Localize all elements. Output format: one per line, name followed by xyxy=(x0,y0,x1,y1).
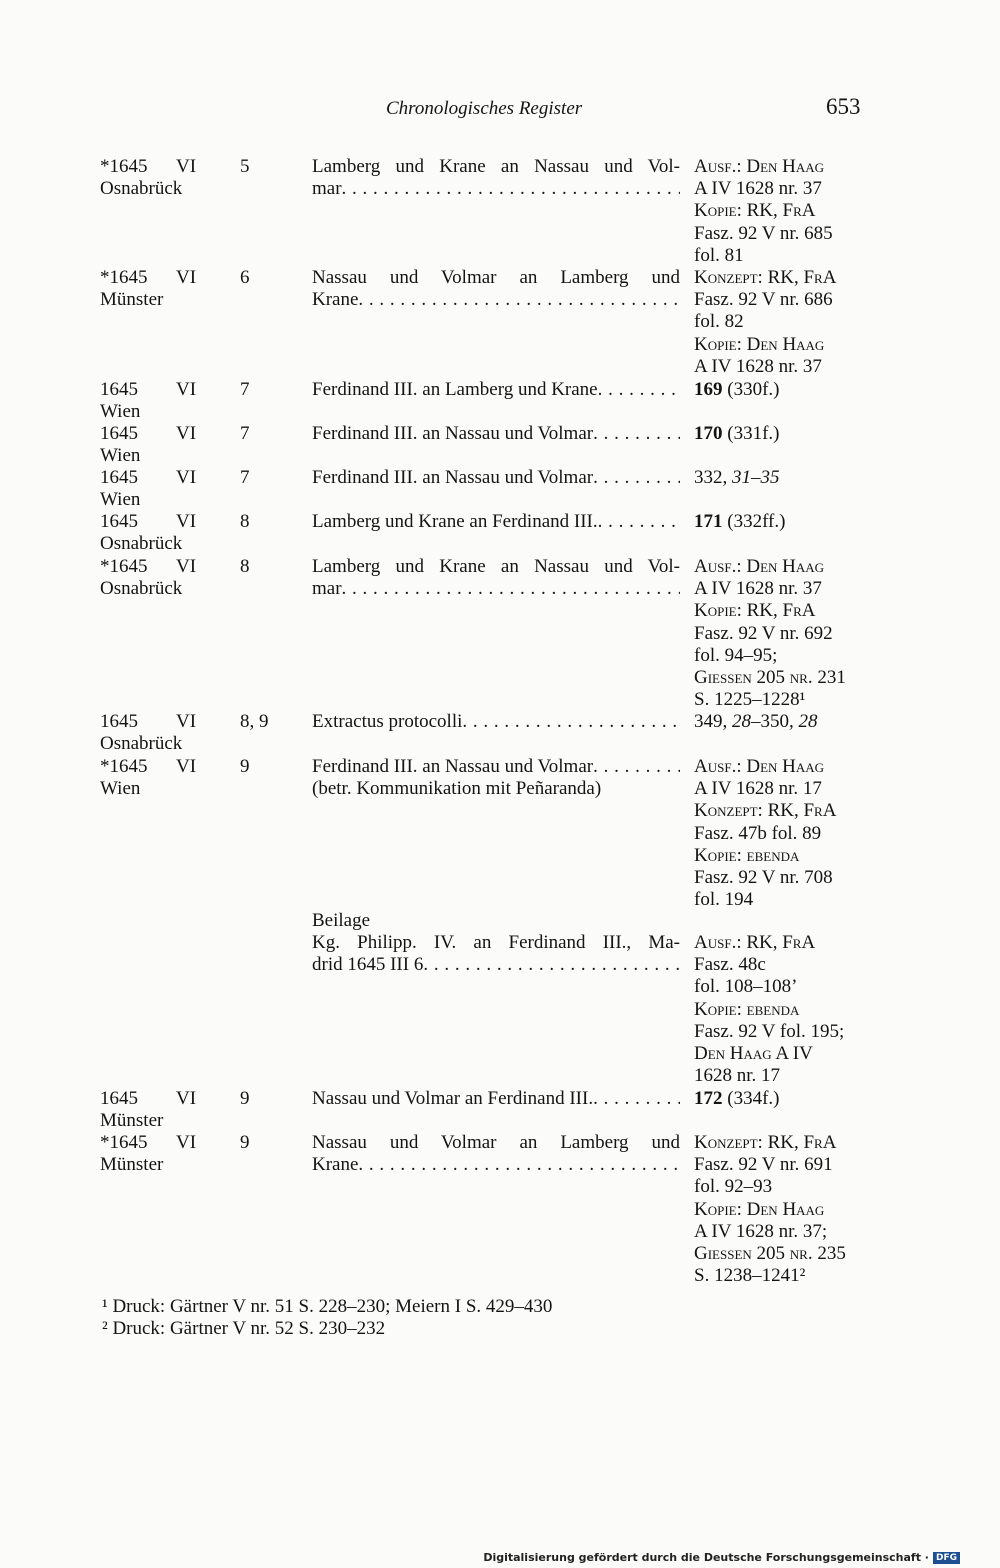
entry-description: Lamberg und Krane an Ferdinand III. . . . xyxy=(312,511,680,533)
entry-place: Wien xyxy=(100,778,141,800)
entry-description: Ferdinand III. an Nassau und Volmar . . . (betr. Kommunikation mit Peñaranda) xyxy=(312,756,680,800)
entry-date: 1645 VI 9 Münster xyxy=(100,1088,300,1132)
entry-place: Osnabrück xyxy=(100,178,183,200)
footnote: ¹ Druck: Gärtner V nr. 51 S. 228–230; Meiern I S. 429–430 xyxy=(102,1296,553,1317)
entry-date: 1645 VI 7 Wien xyxy=(100,467,300,511)
page-number: 653 xyxy=(826,94,861,119)
entry-description: Ferdinand III. an Nassau und Volmar . . . xyxy=(312,467,680,489)
entry-date: *1645 VI 6 Münster xyxy=(100,267,300,311)
entry-reference: Ausf.: Den Haag A IV 1628 nr. 17 Konzept: RK, FrA Fasz. 47b fol. 89 Kopie: ebenda Fasz. 92 V nr. 708 fol. 194 xyxy=(694,756,837,911)
entry-place: Wien xyxy=(100,401,141,423)
entry-date: 1645 VI 7 Wien xyxy=(100,423,300,467)
entry-place: Osnabrück xyxy=(100,578,183,600)
entry-description: Nassau und Volmar an Lamberg und Krane . . . xyxy=(312,1132,680,1176)
footnotes xyxy=(102,1296,552,1340)
dfg-logo: DFG xyxy=(933,1552,960,1564)
footnote: ² Druck: Gärtner V nr. 52 S. 230–232 xyxy=(102,1318,386,1339)
entry-date: *1645 VI 5 Osnabrück xyxy=(100,156,300,200)
entry-reference: 170 (331f.) xyxy=(694,423,780,444)
entry-place: Wien xyxy=(100,489,141,511)
running-title: Chronologisches Register xyxy=(386,98,583,119)
entry-place: Wien xyxy=(100,445,141,467)
entry-place: Osnabrück xyxy=(100,733,183,755)
entry-date: 1645 VI 7 Wien xyxy=(100,379,300,423)
entry-reference: 171 (332ff.) xyxy=(694,511,786,532)
entry-date: *1645 VI 9 Münster xyxy=(100,1132,300,1176)
entry-reference: 332, 31–35 xyxy=(694,467,780,488)
entry-reference: Konzept: RK, FrA Fasz. 92 V nr. 686 fol. 82 Kopie: Den Haag A IV 1628 nr. 37 xyxy=(694,267,837,377)
entry-place: Münster xyxy=(100,1154,164,1176)
entry-reference: 349, 28–350, 28 xyxy=(694,711,818,732)
entry-reference: Ausf.: Den Haag A IV 1628 nr. 37 Kopie: RK, FrA Fasz. 92 V nr. 692 fol. 94–95; Giessen 205 nr. 231 S. 1225–1228¹ xyxy=(694,556,846,711)
entry-place: Osnabrück xyxy=(100,533,183,555)
entry-date: *1645 VI 9 Wien xyxy=(100,756,300,800)
entry-description: Lamberg und Krane an Nassau und Vol- mar . . . xyxy=(312,156,680,200)
entry-description: Lamberg und Krane an Nassau und Vol- mar . . . xyxy=(312,556,680,600)
entry-date: 1645 VI 8 Osnabrück xyxy=(100,511,300,555)
entry-date: 1645 VI 8, 9 Osnabrück xyxy=(100,711,300,755)
entry-reference: Konzept: RK, FrA Fasz. 92 V nr. 691 fol. 92–93 Kopie: Den Haag A IV 1628 nr. 37; Giessen 205 nr. 235 S. 1238–1241² xyxy=(694,1132,846,1287)
entry-place: Münster xyxy=(100,289,164,311)
entry-reference: Ausf.: RK, FrA Fasz. 48c fol. 108–108’ Kopie: ebenda Fasz. 92 V fol. 195; Den Haag A IV 1628 nr. 17 xyxy=(694,932,845,1087)
entry-reference: 172 (334f.) xyxy=(694,1088,780,1109)
digitization-footer xyxy=(483,1551,960,1564)
entry-description: Nassau und Volmar an Ferdinand III. . . . xyxy=(312,1088,680,1110)
beilage-label: Beilage xyxy=(312,910,371,931)
entry-description: Ferdinand III. an Nassau und Volmar . . . xyxy=(312,423,680,445)
entry-reference: 169 (330f.) xyxy=(694,379,780,400)
footer-text: Digitalisierung gefördert durch die Deutsche Forschungsgemeinschaft · xyxy=(483,1551,929,1564)
entry-place: Münster xyxy=(100,1110,164,1132)
entry-description: Beilage Kg. Philipp. IV. an Ferdinand III., Ma- drid 1645 III 6 . . . xyxy=(312,910,680,977)
entry-description: Nassau und Volmar an Lamberg und Krane . . . xyxy=(312,267,680,311)
entry-description: Ferdinand III. an Lamberg und Krane . . . xyxy=(312,379,680,401)
entry-date: *1645 VI 8 Osnabrück xyxy=(100,556,300,600)
entry-reference: Ausf.: Den Haag A IV 1628 nr. 37 Kopie: RK, FrA Fasz. 92 V nr. 685 fol. 81 xyxy=(694,156,833,266)
entry-description: Extractus protocolli . . . xyxy=(312,711,680,733)
